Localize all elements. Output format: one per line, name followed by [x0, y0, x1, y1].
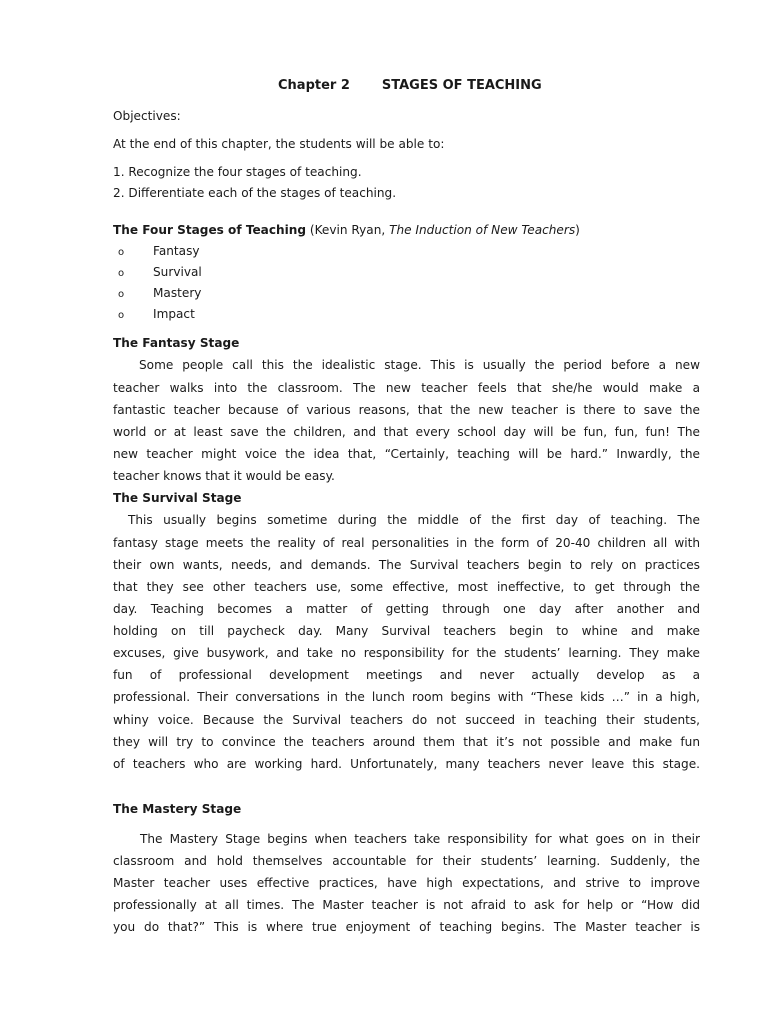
survival-line: they will try to convince the teachers around them that it’s not possible and make fun [113, 735, 700, 749]
stage-name: Survival [153, 265, 202, 279]
four-stages-heading-line [113, 222, 580, 238]
survival-line: fun of professional development meetings and never actually develop as a [113, 668, 700, 682]
chapter-title [278, 78, 542, 93]
fantasy-line: teacher walks into the classroom. The new teacher feels that she/he would make a [113, 381, 700, 395]
mastery-line: classroom and hold themselves accountable for their students’ learning. Suddenly, the [113, 854, 700, 868]
objectives-intro: At the end of this chapter, the students will be able to: [113, 137, 445, 151]
fantasy-line: new teacher might voice the idea that, “Certainly, teaching will be hard.” Inwardly, the [113, 447, 700, 461]
objectives-label: Objectives: [113, 109, 181, 123]
survival-line: fantasy stage meets the reality of real personalities in the form of 20-40 children all with [113, 536, 700, 550]
objective-item: 1. Recognize the four stages of teaching. [113, 165, 362, 179]
chapter-number: Chapter 2 [278, 78, 350, 93]
stage-name: Impact [153, 307, 195, 321]
mastery-line: you do that?” This is where true enjoyment of teaching begins. The Master teacher is [113, 920, 700, 934]
stage-name: Fantasy [153, 244, 200, 258]
fantasy-heading: The Fantasy Stage [113, 336, 240, 350]
stage-list-item [118, 306, 195, 324]
bullet-marker: o [118, 310, 125, 321]
survival-line: day. Teaching becomes a matter of getting through one day after another and [113, 602, 700, 616]
survival-line: professional. Their conversations in the lunch room begins with “These kids …” in a high, [113, 690, 700, 704]
survival-line: holding on till paycheck day. Many Survival teachers begin to whine and make [113, 624, 700, 638]
bullet-marker: o [118, 247, 125, 258]
survival-line: of teachers who are working hard. Unfortunately, many teachers never leave this stage. [113, 757, 700, 771]
fantasy-line: world or at least save the children, and that every school day will be fun, fun, fun! The [113, 425, 700, 439]
survival-line: whiny voice. Because the Survival teachers do not succeed in teaching their students, [113, 713, 700, 727]
stage-list-item [118, 243, 200, 261]
mastery-line: The Mastery Stage begins when teachers take responsibility for what goes on in their [140, 832, 700, 846]
mastery-heading: The Mastery Stage [113, 802, 242, 816]
survival-line: their own wants, needs, and demands. The Survival teachers begin to rely on practices [113, 558, 700, 572]
chapter-name: STAGES OF TEACHING [381, 78, 542, 93]
fantasy-line: fantastic teacher because of various reasons, that the new teacher is there to save the [113, 403, 700, 417]
mastery-line: professionally at all times. The Master teacher is not afraid to ask for help or “How did [113, 898, 700, 912]
survival-line: excuses, give busywork, and take no responsibility for the students’ learning. They make [113, 646, 700, 660]
stage-name: Mastery [153, 286, 202, 300]
reference-open: (Kevin Ryan, [306, 223, 390, 237]
bullet-marker: o [118, 289, 125, 300]
fantasy-line: Some people call this the idealistic stage. This is usually the period before a new [139, 358, 700, 372]
mastery-line: Master teacher uses effective practices, have high expectations, and strive to improve [113, 876, 700, 890]
stage-list-item [118, 285, 201, 303]
survival-line: This usually begins sometime during the middle of the first day of teaching. The [128, 513, 700, 527]
stage-list-item [118, 264, 202, 282]
fantasy-line: teacher knows that it would be easy. [113, 469, 335, 483]
objective-item: 2. Differentiate each of the stages of teaching. [113, 186, 397, 200]
reference-close: ) [575, 223, 580, 237]
reference-title: The Induction of New Teachers [389, 223, 576, 237]
survival-heading: The Survival Stage [113, 491, 242, 505]
bullet-marker: o [118, 268, 125, 279]
four-stages-heading: The Four Stages of Teaching [113, 223, 307, 237]
survival-line: that they see other teachers use, some effective, most ineffective, to get through the [113, 580, 700, 594]
